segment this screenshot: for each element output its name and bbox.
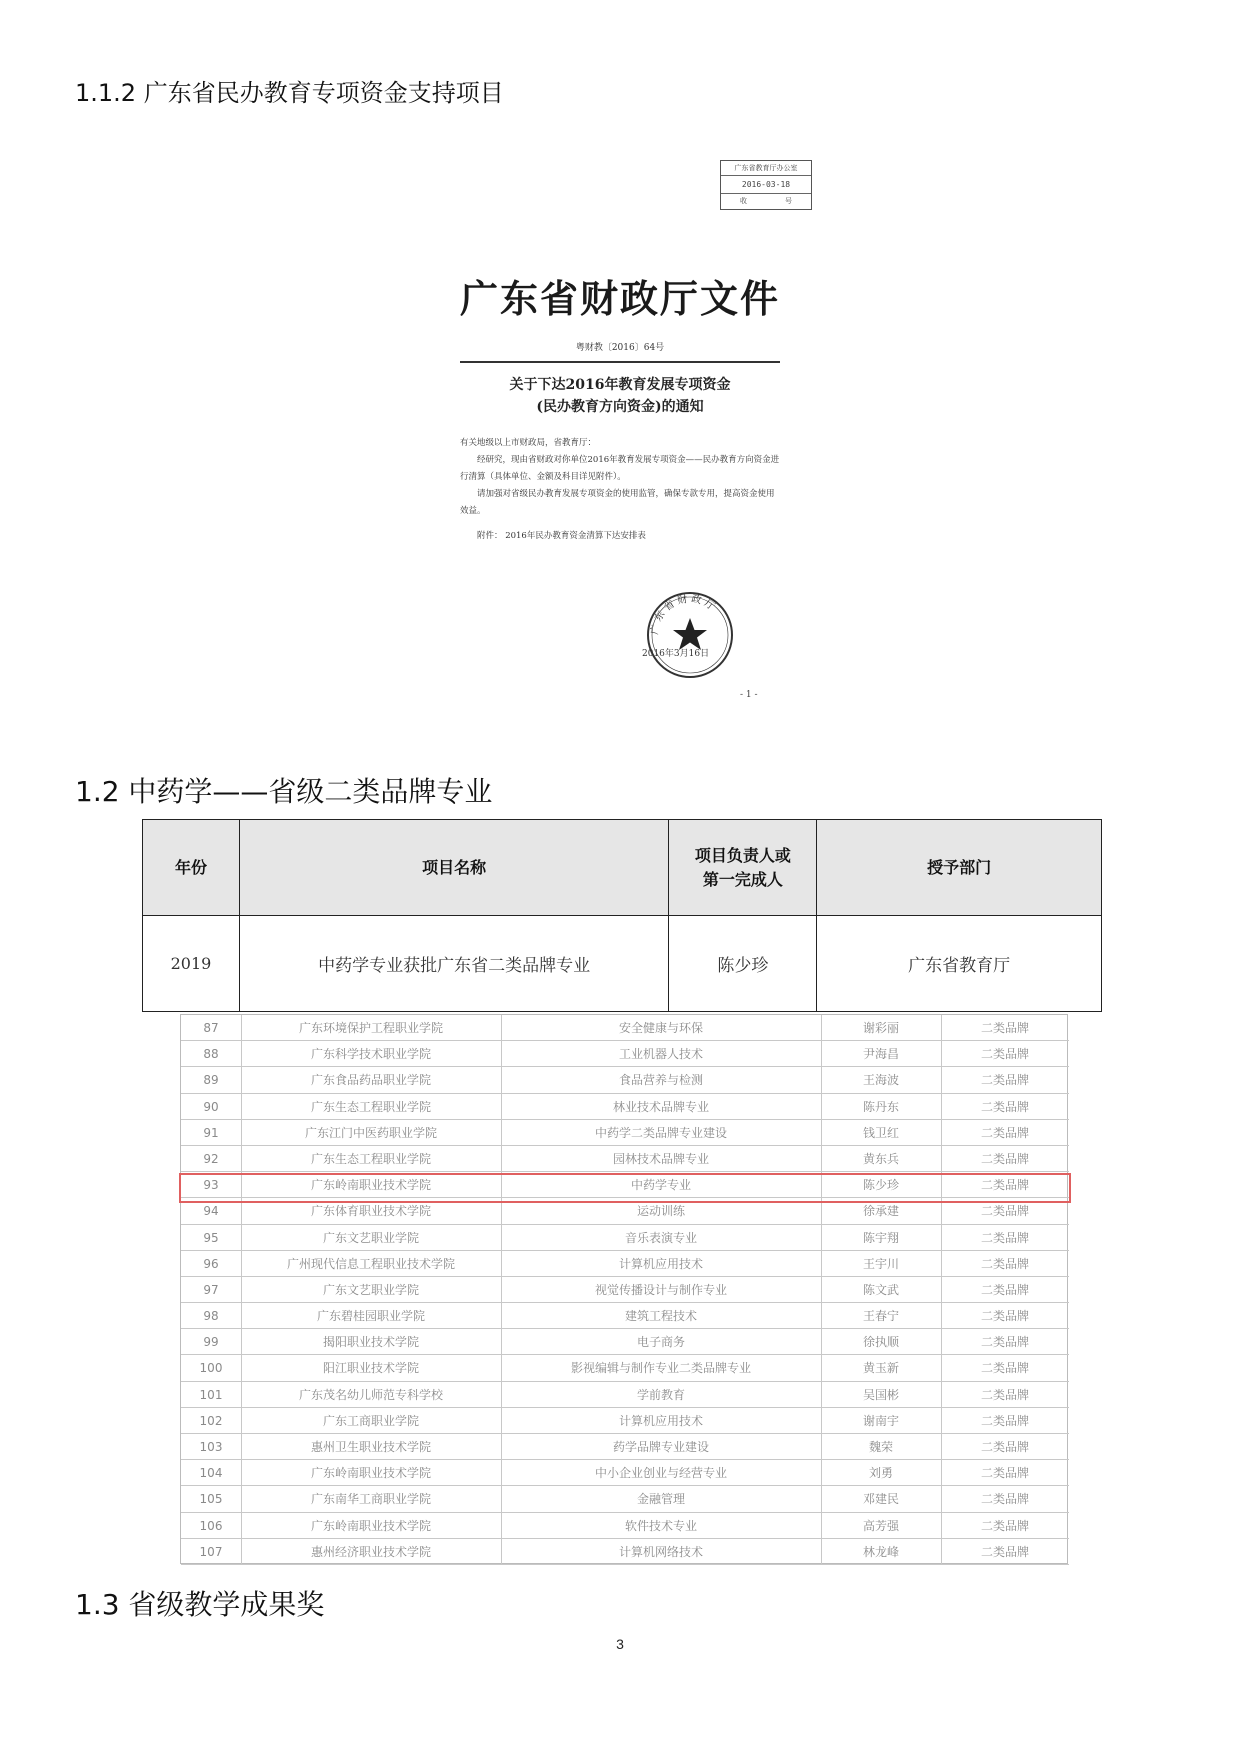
brand-type: 二类品牌 — [980, 1047, 1029, 1062]
row-number: 102 — [199, 1413, 223, 1428]
list-item — [181, 1277, 1069, 1303]
header-year: 年份 — [143, 820, 240, 916]
school-name: 惠州卫生职业技术学院 — [310, 1440, 431, 1455]
school-name: 广东南华工商职业学院 — [310, 1492, 431, 1507]
list-item — [181, 1094, 1069, 1120]
school-name: 广东江门中医药职业学院 — [304, 1125, 437, 1140]
school-name: 惠州经济职业技术学院 — [310, 1544, 431, 1559]
cell-project-name: 中药学专业获批广东省二类品牌专业 — [239, 916, 669, 1012]
brand-type: 二类品牌 — [980, 1204, 1029, 1219]
list-item — [181, 1460, 1069, 1486]
row-number: 107 — [199, 1544, 223, 1559]
page-number: 3 — [616, 1636, 624, 1652]
school-name: 广东文艺职业学院 — [322, 1230, 419, 1245]
project-name: 软件技术专业 — [624, 1518, 697, 1533]
project-name: 药学品牌专业建设 — [612, 1440, 709, 1455]
project-name: 林业技术品牌专业 — [612, 1099, 709, 1114]
brand-major-table — [142, 819, 1102, 1012]
document-title: 广东省财政厅文件 — [459, 276, 780, 321]
list-item — [181, 1408, 1069, 1434]
project-name: 中小企业创业与经营专业 — [594, 1466, 727, 1481]
row-number: 100 — [199, 1361, 223, 1376]
document-salutation: 有关地级以上市财政局，省教育厅： — [460, 438, 597, 448]
school-name: 广东岭南职业技术学院 — [310, 1466, 431, 1481]
project-name: 园林技术品牌专业 — [612, 1151, 709, 1166]
project-name: 安全健康与环保 — [618, 1021, 703, 1035]
person-name: 徐执顺 — [862, 1335, 899, 1350]
person-name: 高芳强 — [862, 1518, 899, 1533]
person-name: 王海波 — [862, 1073, 899, 1088]
person-name: 尹海昌 — [862, 1047, 899, 1062]
person-name: 魏荣 — [868, 1440, 893, 1455]
row-number: 97 — [203, 1282, 219, 1297]
receipt-stamp-office: 广东省教育厅办公室 — [721, 161, 811, 176]
person-name: 吴国彬 — [862, 1387, 899, 1402]
receipt-stamp-date: 2016-03-18 — [721, 176, 811, 194]
person-name: 谢彩丽 — [862, 1021, 899, 1035]
person-name: 钱卫红 — [862, 1125, 899, 1140]
person-name: 陈丹东 — [862, 1099, 899, 1114]
school-name: 广东茂名幼儿师范专科学校 — [298, 1387, 443, 1402]
row-number: 91 — [203, 1125, 219, 1140]
row-number: 101 — [199, 1387, 223, 1402]
school-name: 阳江职业技术学院 — [322, 1361, 419, 1376]
person-name: 林龙峰 — [862, 1544, 899, 1559]
project-name: 工业机器人技术 — [618, 1047, 703, 1062]
document-page-number: - 1 - — [740, 690, 758, 700]
person-name: 王宇川 — [862, 1256, 899, 1271]
brand-type: 二类品牌 — [980, 1361, 1029, 1376]
receipt-stamp-right: 号 — [785, 197, 792, 205]
brand-type: 二类品牌 — [980, 1151, 1029, 1166]
document-date: 2016年3月16日 — [642, 649, 710, 659]
list-item — [181, 1513, 1069, 1539]
cell-leader: 陈少珍 — [669, 916, 817, 1012]
row-number: 88 — [203, 1047, 219, 1062]
person-name: 陈宇翔 — [862, 1230, 899, 1245]
scanned-approval-list — [180, 1014, 1068, 1564]
brand-type: 二类品牌 — [980, 1309, 1029, 1324]
row-number: 90 — [203, 1099, 219, 1114]
brand-type: 二类品牌 — [980, 1492, 1029, 1507]
school-name: 广东碧桂园职业学院 — [316, 1309, 425, 1324]
list-item — [181, 1120, 1069, 1146]
row-number: 89 — [203, 1073, 219, 1088]
row-number: 98 — [203, 1309, 219, 1324]
project-name: 计算机应用技术 — [618, 1256, 703, 1271]
cell-year: 2019 — [143, 916, 240, 1012]
table-row — [143, 916, 1102, 1012]
project-name: 音乐表演专业 — [624, 1230, 697, 1245]
brand-type: 二类品牌 — [980, 1099, 1029, 1114]
header-department: 授予部门 — [817, 820, 1102, 916]
list-item — [181, 1225, 1069, 1251]
receipt-stamp-left: 收 — [740, 197, 747, 205]
document-paragraph-2: 请加强对省级民办教育发展专项资金的使用监管，确保专款专用，提高资金使用效益。 — [460, 489, 775, 516]
brand-type: 二类品牌 — [980, 1413, 1029, 1428]
header-project-name: 项目名称 — [239, 820, 669, 916]
brand-type: 二类品牌 — [980, 1335, 1029, 1350]
row-number: 103 — [199, 1440, 223, 1455]
project-name: 计算机网络技术 — [618, 1544, 703, 1559]
school-name: 广东食品药品职业学院 — [310, 1073, 431, 1088]
person-name: 陈文武 — [862, 1282, 899, 1297]
school-name: 广州现代信息工程职业技术学院 — [286, 1256, 455, 1271]
list-item — [181, 1041, 1069, 1067]
row-number: 105 — [199, 1492, 223, 1507]
brand-type: 二类品牌 — [980, 1387, 1029, 1402]
list-item — [181, 1539, 1069, 1565]
brand-type: 二类品牌 — [980, 1440, 1029, 1455]
brand-type: 二类品牌 — [980, 1021, 1029, 1035]
row-number: 104 — [199, 1466, 223, 1481]
person-name: 徐承建 — [862, 1204, 899, 1219]
row-number: 93 — [203, 1178, 219, 1193]
brand-type: 二类品牌 — [980, 1073, 1029, 1088]
project-name: 建筑工程技术 — [624, 1309, 697, 1324]
document-divider — [460, 361, 780, 363]
row-number: 96 — [203, 1256, 219, 1271]
section-heading-1-2: 1.2 中药学——省级二类品牌专业 — [75, 775, 493, 808]
document-body — [460, 435, 780, 545]
school-name: 广东文艺职业学院 — [322, 1282, 419, 1297]
official-seal-icon — [645, 590, 735, 680]
list-item — [181, 1251, 1069, 1277]
row-number: 87 — [203, 1021, 219, 1035]
school-name: 广东生态工程职业学院 — [310, 1099, 431, 1114]
row-number: 94 — [203, 1204, 219, 1219]
header-leader-line1: 项目负责人或 — [694, 845, 791, 865]
project-name: 视觉传播设计与制作专业 — [594, 1282, 727, 1297]
row-number: 99 — [203, 1335, 219, 1350]
person-name: 黄东兵 — [862, 1151, 899, 1166]
row-number: 95 — [203, 1230, 219, 1245]
project-name: 学前教育 — [636, 1387, 685, 1402]
school-name: 揭阳职业技术学院 — [322, 1335, 419, 1350]
column-divider — [941, 1015, 942, 1565]
column-divider — [241, 1015, 242, 1565]
brand-type: 二类品牌 — [980, 1466, 1029, 1481]
project-name: 金融管理 — [636, 1492, 685, 1507]
highlight-box — [179, 1173, 1071, 1203]
document-paragraph-1: 经研究，现由省财政对你单位2016年教育发展专项资金——民办教育方向资金进行清算（具体单位、金额及科目详见附件）。 — [460, 455, 780, 482]
brand-type: 二类品牌 — [980, 1518, 1029, 1533]
table-header-row — [143, 820, 1102, 916]
seal-text: 广东省财政厅 — [649, 593, 719, 636]
school-name: 广东科学技术职业学院 — [310, 1047, 431, 1062]
school-name: 广东体育职业技术学院 — [310, 1204, 431, 1219]
person-name: 陈少珍 — [862, 1178, 899, 1193]
column-divider — [821, 1015, 822, 1565]
list-item — [181, 1146, 1069, 1172]
project-name: 食品营养与检测 — [618, 1073, 703, 1088]
brand-type: 二类品牌 — [980, 1544, 1029, 1559]
brand-type: 二类品牌 — [980, 1178, 1029, 1193]
list-item — [181, 1067, 1069, 1093]
person-name: 王春宁 — [862, 1309, 899, 1324]
document-subject-line2: (民办教育方向资金)的通知 — [536, 399, 704, 415]
school-name: 广东工商职业学院 — [322, 1413, 419, 1428]
school-name: 广东岭南职业技术学院 — [310, 1178, 431, 1193]
project-name: 影视编辑与制作专业二类品牌专业 — [570, 1361, 751, 1376]
list-item — [181, 1329, 1069, 1355]
project-name: 计算机应用技术 — [618, 1413, 703, 1428]
project-name: 中药学二类品牌专业建设 — [594, 1125, 727, 1140]
list-item — [181, 1355, 1069, 1381]
column-divider — [501, 1015, 502, 1565]
brand-type: 二类品牌 — [980, 1256, 1029, 1271]
school-name: 广东环境保护工程职业学院 — [298, 1021, 443, 1035]
person-name: 刘勇 — [868, 1466, 893, 1481]
cell-department: 广东省教育厅 — [817, 916, 1102, 1012]
document-subject-line1: 关于下达2016年教育发展专项资金 — [509, 377, 731, 393]
project-name: 电子商务 — [636, 1335, 685, 1350]
school-name: 广东生态工程职业学院 — [310, 1151, 431, 1166]
person-name: 黄玉新 — [862, 1361, 899, 1376]
list-item — [181, 1486, 1069, 1512]
list-item — [181, 1303, 1069, 1329]
list-item — [181, 1382, 1069, 1408]
list-item — [181, 1434, 1069, 1460]
row-number: 106 — [199, 1518, 223, 1533]
scanned-document — [440, 150, 800, 710]
project-name: 运动训练 — [636, 1204, 685, 1219]
document-subject — [440, 374, 800, 418]
brand-type: 二类品牌 — [980, 1125, 1029, 1140]
list-item — [181, 1015, 1069, 1041]
document-attachment: 附件： 2016年民办教育资金清算下达安排表 — [477, 531, 646, 541]
receipt-stamp — [720, 160, 812, 210]
document-number: 粤财教〔2016〕64号 — [575, 343, 665, 353]
section-heading-1-3: 1.3 省级教学成果奖 — [75, 1588, 325, 1621]
header-leader-line2: 第一完成人 — [702, 869, 783, 889]
project-name: 中药学专业 — [630, 1178, 691, 1193]
person-name: 邓建民 — [862, 1492, 899, 1507]
brand-type: 二类品牌 — [980, 1282, 1029, 1297]
row-number: 92 — [203, 1151, 219, 1166]
brand-type: 二类品牌 — [980, 1230, 1029, 1245]
person-name: 谢南宇 — [862, 1413, 899, 1428]
header-leader — [669, 820, 817, 916]
school-name: 广东岭南职业技术学院 — [310, 1518, 431, 1533]
section-heading-1-1-2: 1.1.2 广东省民办教育专项资金支持项目 — [75, 79, 504, 107]
